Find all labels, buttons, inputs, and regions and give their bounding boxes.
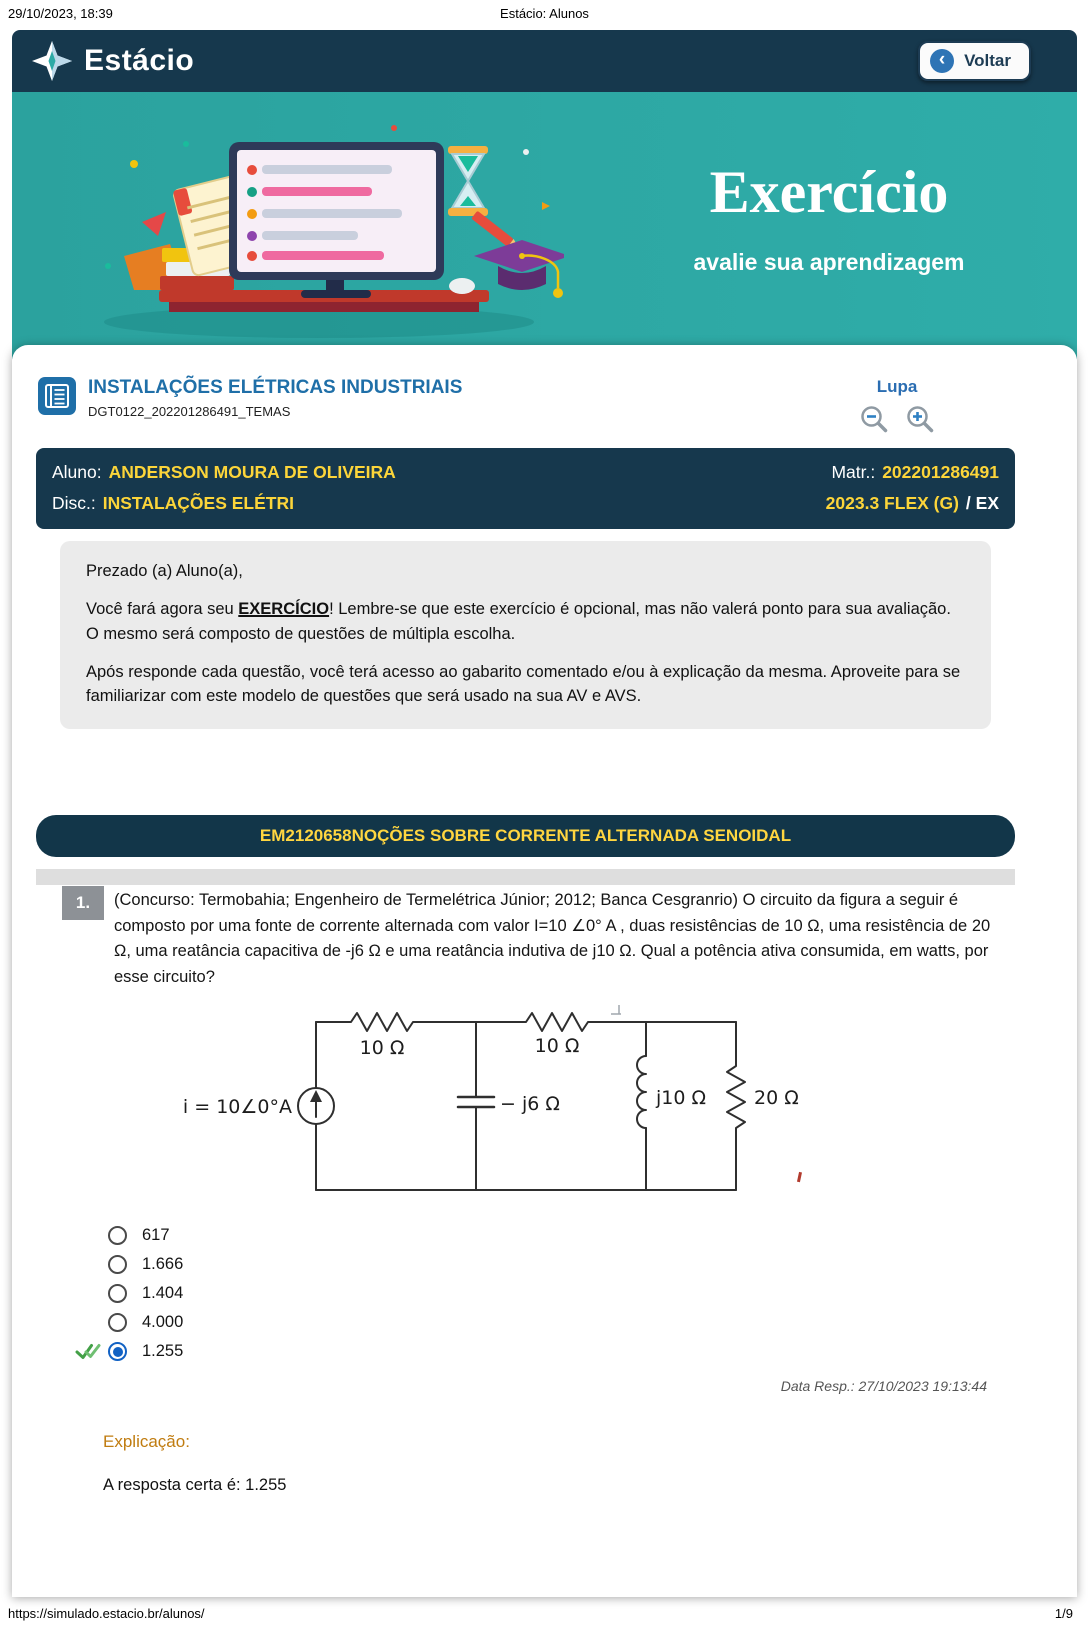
back-button[interactable]	[918, 41, 1031, 81]
answer-option[interactable]	[108, 1221, 408, 1250]
capacitor-label: − j6 Ω	[500, 1093, 560, 1116]
zoom-out-icon[interactable]	[859, 404, 889, 434]
radio-button[interactable]	[108, 1226, 127, 1245]
question-number: 1.	[62, 886, 104, 920]
question-text: (Concurso: Termobahia; Engenheiro de Termelétrica Júnior; 2012; Banca Cesgranrio) O circuito da figura a seguir é composto por uma fonte de corrente alternada com valor I=10 ∠0° A , duas resistências de 10 Ω, uma resistência de 20 Ω, uma reatância capacitiva de -j6 Ω e uma reatância indutiva de j10 Ω. Qual a potência ativa consumida, em watts, por esse circuito?	[114, 891, 991, 986]
radio-button[interactable]	[108, 1284, 127, 1303]
radio-button[interactable]	[108, 1255, 127, 1274]
topic-banner: EM2120658NOÇÕES SOBRE CORRENTE ALTERNADA SENOIDAL	[36, 815, 1015, 857]
explanation-text: A resposta certa é: 1.255	[103, 1476, 287, 1495]
question-1	[36, 886, 1053, 990]
course-titles	[88, 377, 462, 419]
print-page-number: 1/9	[1054, 1606, 1073, 1621]
exercicio-emphasis: EXERCÍCIO	[238, 600, 330, 618]
answer-option[interactable]	[108, 1308, 408, 1337]
option-label: 1.404	[142, 1284, 184, 1303]
answer-options	[108, 1221, 1053, 1366]
back-button-label: Voltar	[964, 51, 1011, 70]
study-desk-illustration	[64, 104, 564, 344]
course-code: DGT0122_202201286491_TEMAS	[88, 404, 291, 419]
student-name: Aluno: ANDERSON MOURA DE OLIVEIRA	[52, 462, 396, 482]
answer-option-selected[interactable]	[108, 1337, 408, 1366]
radio-button[interactable]	[108, 1342, 127, 1361]
hero-subtitle: avalie sua aprendizagem	[693, 249, 965, 275]
answer-option[interactable]	[108, 1250, 408, 1279]
brand	[30, 39, 194, 83]
student-term: 2023.3 FLEX (G) / EX	[825, 492, 999, 513]
option-label: 4.000	[142, 1313, 184, 1332]
radio-button[interactable]	[108, 1313, 127, 1332]
correct-check-icon	[75, 1342, 101, 1361]
course-header	[36, 375, 1053, 448]
notice-paragraph-2: Após responde cada questão, você terá acesso ao gabarito comentado e/ou à explicação da mesma. Aproveite para se familiarizar com este modelo de questões que será usado na sua AV e AVS.	[86, 662, 961, 706]
inductor-label: j10 Ω	[656, 1087, 707, 1110]
source-label: i = 10∠0°A	[182, 1096, 292, 1119]
print-datetime: 29/10/2023, 18:39	[8, 6, 113, 21]
question-separator	[36, 869, 1015, 885]
brand-name: Estácio	[84, 44, 195, 77]
course-notebook-icon	[38, 377, 76, 415]
print-doc-title: Estácio: Alunos	[500, 6, 589, 21]
notice-paragraph-1: Você fará agora seu EXERCÍCIO! Lembre-se que este exercício é opcional, mas não valerá ponto para sua avaliação. O mesmo será composto de questões de múltipla escolha.	[86, 600, 951, 643]
back-arrow-icon: ‹	[930, 49, 954, 73]
circuit-diagram	[146, 1000, 806, 1200]
print-url: https://simulado.estacio.br/alunos/	[8, 1606, 205, 1621]
exercise-notice	[60, 541, 991, 729]
answer-timestamp: Data Resp.: 27/10/2023 19:13:44	[780, 1378, 987, 1395]
hero-banner	[12, 92, 1077, 359]
option-label: 617	[142, 1226, 170, 1245]
notice-greeting: Prezado (a) Aluno(a),	[86, 562, 243, 581]
page-content	[12, 30, 1077, 1597]
resistor1-label: 10 Ω	[359, 1037, 405, 1060]
explanation-heading: Explicação:	[103, 1432, 190, 1452]
hero-title: Exercício	[709, 159, 949, 225]
resistor3-label: 20 Ω	[754, 1087, 799, 1110]
option-label: 1.666	[142, 1255, 184, 1274]
answer-option[interactable]	[108, 1279, 408, 1308]
zoom-controls	[859, 377, 935, 434]
student-matricula: Matr.: 202201286491	[831, 462, 999, 482]
top-bar	[12, 30, 1077, 92]
student-info-bar	[36, 448, 1015, 529]
student-discipline: Disc.: INSTALAÇÕES ELÉTRI	[52, 492, 294, 513]
zoom-in-icon[interactable]	[905, 404, 935, 434]
course-title: INSTALAÇÕES ELÉTRICAS INDUSTRIAIS	[88, 377, 463, 398]
zoom-label: Lupa	[876, 377, 918, 396]
hero-text	[639, 158, 1019, 276]
exercise-card	[12, 345, 1077, 1597]
option-label: 1.255	[142, 1342, 184, 1361]
resistor2-label: 10 Ω	[534, 1035, 580, 1058]
estacio-logo-icon	[30, 39, 74, 83]
